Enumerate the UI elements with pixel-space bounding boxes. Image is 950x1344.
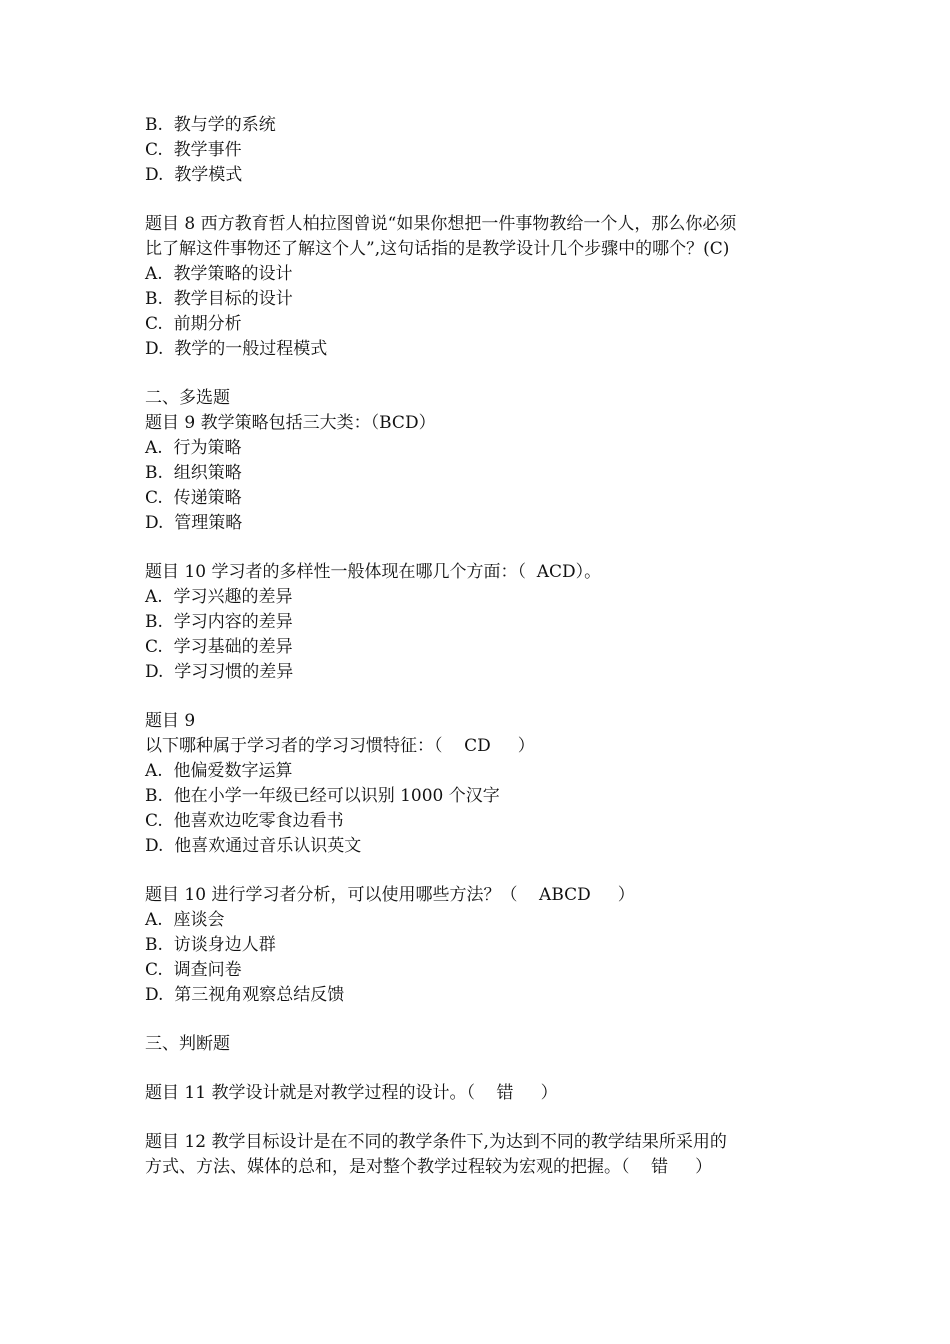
- question-stem: 题目 10 进行学习者分析，可以使用哪些方法？（ ABCD ）: [145, 885, 635, 905]
- question-stem: 题目 10 学习者的多样性一般体现在哪几个方面：（ ACD）。: [145, 562, 602, 582]
- question-10-methods: [145, 883, 825, 1008]
- option-d: D. 他喜欢通过音乐认识英文: [145, 836, 362, 856]
- question-number: 题目 9: [145, 711, 196, 731]
- question-stem: 题目 8 西方教育哲人柏拉图曾说“如果你想把一件事物教给一个人，那么你必须: [145, 214, 737, 234]
- option-a: A. 座谈会: [145, 910, 225, 930]
- option-c: C. 传递策略: [145, 488, 242, 508]
- question-11: 题目 11 教学设计就是对教学过程的设计。（ 错 ）: [145, 1083, 558, 1103]
- option-b: B. 教与学的系统: [145, 115, 276, 135]
- question-10-diversity: [145, 560, 825, 685]
- document-page: [145, 113, 825, 1180]
- section-title-true-false: 三、判断题: [145, 1034, 230, 1054]
- option-b: B. 他在小学一年级已经可以识别 1000 个汉字: [145, 786, 500, 806]
- option-c: C. 前期分析: [145, 314, 242, 334]
- question-8: [145, 212, 825, 362]
- option-b: B. 组织策略: [145, 463, 242, 483]
- option-a: A. 行为策略: [145, 438, 242, 458]
- option-a: A. 学习兴趣的差异: [145, 587, 293, 607]
- option-d: D. 学习习惯的差异: [145, 662, 294, 682]
- question-9-strategies: [145, 411, 825, 536]
- option-b: B. 访谈身边人群: [145, 935, 276, 955]
- option-c: C. 学习基础的差异: [145, 637, 293, 657]
- option-d: D. 管理策略: [145, 513, 243, 533]
- option-d: D. 教学的一般过程模式: [145, 339, 328, 359]
- option-a: A. 教学策略的设计: [145, 264, 293, 284]
- option-b: B. 学习内容的差异: [145, 612, 293, 632]
- question-stem: 比了解这件事物还了解这个人”,这句话指的是教学设计几个步骤中的哪个？(C): [145, 239, 730, 259]
- question-12: [145, 1130, 825, 1180]
- option-d: D. 教学模式: [145, 165, 243, 185]
- option-d: D. 第三视角观察总结反馈: [145, 985, 345, 1005]
- question-7-options: [145, 113, 825, 188]
- question-stem: 题目 9 教学策略包括三大类：（BCD）: [145, 413, 436, 433]
- section-title-multiple-choice: 二、多选题: [145, 388, 230, 408]
- question-stem: 题目 12 教学目标设计是在不同的教学条件下,为达到不同的教学结果所采用的: [145, 1132, 727, 1152]
- option-a: A. 他偏爱数字运算: [145, 761, 293, 781]
- option-c: C. 教学事件: [145, 140, 242, 160]
- question-stem: 方式、方法、媒体的总和，是对整个教学过程较为宏观的把握。（ 错 ）: [145, 1157, 713, 1177]
- question-9-habits: [145, 709, 825, 859]
- question-stem: 以下哪种属于学习者的学习习惯特征：（ CD ）: [145, 736, 535, 756]
- option-b: B. 教学目标的设计: [145, 289, 293, 309]
- option-c: C. 调查问卷: [145, 960, 242, 980]
- option-c: C. 他喜欢边吃零食边看书: [145, 811, 344, 831]
